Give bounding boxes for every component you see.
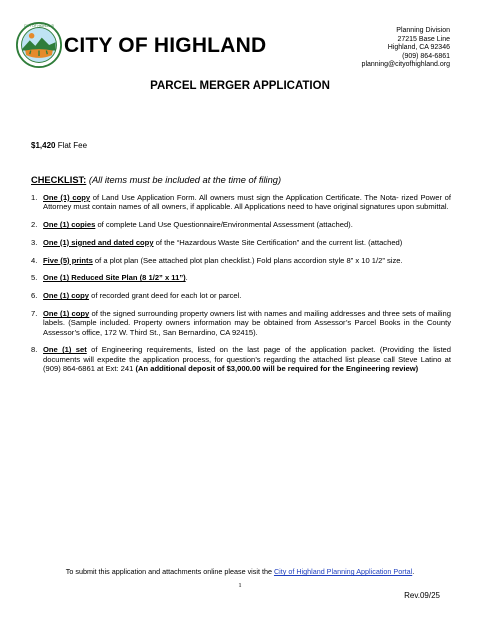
contact-city: Highland, CA 92346 bbox=[387, 44, 450, 52]
footer-text: To submit this application and attachments online please visit the bbox=[65, 567, 274, 576]
item-number: 6. bbox=[31, 291, 38, 301]
checklist-item bbox=[31, 345, 451, 373]
item-lead: One (1) signed and dated copy bbox=[43, 237, 154, 247]
item-number: 7. bbox=[31, 309, 38, 319]
item-number: 1. bbox=[31, 193, 38, 202]
item-lead: One (1) copy bbox=[43, 309, 90, 319]
contact-email: planning@cityofhighland.org bbox=[361, 61, 450, 69]
checklist-note: (All items must be included at the time of filing) bbox=[86, 175, 282, 185]
item-text: of complete Land Use Questionnaire/Environmental Assessment (attached). bbox=[95, 220, 353, 230]
item-text: of Engineering requirements, listed on the last page of the application packet. (Providing the listed documents will expedite the application process, for question’s regarding the attached list please call Steve Latino at (909) 864-6861 at Ext: 241 bbox=[43, 345, 452, 374]
revision-label: Rev.09/25 bbox=[404, 591, 440, 600]
item-lead: One (1) Reduced Site Plan (8 1/2” x 11”) bbox=[43, 273, 186, 283]
footer-end: . bbox=[412, 567, 415, 576]
item-lead: One (1) set bbox=[43, 345, 87, 355]
checklist-heading bbox=[31, 175, 281, 185]
checklist-item bbox=[31, 256, 451, 265]
contact-phone: (909) 864-6861 bbox=[402, 52, 450, 60]
item-lead: One (1) copy bbox=[43, 193, 91, 202]
city-seal-logo bbox=[16, 22, 62, 68]
checklist-item bbox=[31, 238, 451, 247]
svg-text:CITY OF HIGHLAND: CITY OF HIGHLAND bbox=[23, 24, 55, 29]
item-bold-note: (An additional deposit of $3,000.00 will be required for the Engineering review) bbox=[135, 364, 419, 374]
checklist-item bbox=[31, 291, 451, 300]
checklist-item bbox=[31, 220, 451, 229]
checklist-item bbox=[31, 273, 451, 282]
application-portal-link[interactable]: City of Highland Planning Application Portal bbox=[273, 567, 413, 576]
checklist-item bbox=[31, 193, 451, 212]
checklist-items bbox=[31, 193, 451, 382]
item-text: of Land Use Application Form. All owners must sign the Application Certificate. The Nota- rized Power of Attorney must contain names of all owners, if applicable. All Applications need to have original signatures upon submittal. bbox=[43, 193, 451, 212]
contact-division: Planning Division bbox=[396, 27, 450, 34]
fee-amount: $1,420 bbox=[31, 141, 56, 150]
item-number: 5. bbox=[31, 273, 38, 283]
item-number: 8. bbox=[31, 345, 38, 355]
city-name-heading: CITY OF HIGHLAND bbox=[64, 34, 267, 57]
fee-line bbox=[31, 141, 87, 150]
contact-block bbox=[362, 27, 450, 70]
checklist-label: CHECKLIST: bbox=[31, 175, 87, 185]
item-number: 3. bbox=[31, 237, 38, 247]
fee-label: Flat Fee bbox=[55, 141, 88, 150]
item-text: of recorded grant deed for each lot or parcel. bbox=[89, 291, 242, 301]
item-text: of the “Hazardous Waste Site Certification” and the current list. (attached) bbox=[153, 237, 403, 247]
contact-address: 27215 Base Line bbox=[397, 35, 450, 43]
page-number: 1 bbox=[238, 582, 242, 589]
item-lead: Five (5) prints bbox=[43, 255, 93, 265]
item-number: 2. bbox=[31, 220, 38, 230]
checklist-item bbox=[31, 309, 451, 337]
footer-note bbox=[0, 567, 480, 576]
item-lead: One (1) copy bbox=[43, 291, 89, 301]
item-text: . bbox=[185, 273, 188, 283]
item-text: of a plot plan (See attached plot plan checklist.) Fold plans accordion style 8” x 10 1/2” size. bbox=[92, 255, 403, 265]
item-number: 4. bbox=[31, 255, 38, 265]
item-lead: One (1) copies bbox=[43, 220, 96, 230]
document-title: PARCEL MERGER APPLICATION bbox=[150, 80, 330, 92]
item-text: of the signed surrounding property owners list with names and mailing addresses and three sets of mailing labels. (Sample included. Property owners information may be obtained from Assessor’s Parcel Books in the County Assessor’s office, 172 W. Third St., San Bernardino, CA 92415). bbox=[43, 309, 451, 337]
